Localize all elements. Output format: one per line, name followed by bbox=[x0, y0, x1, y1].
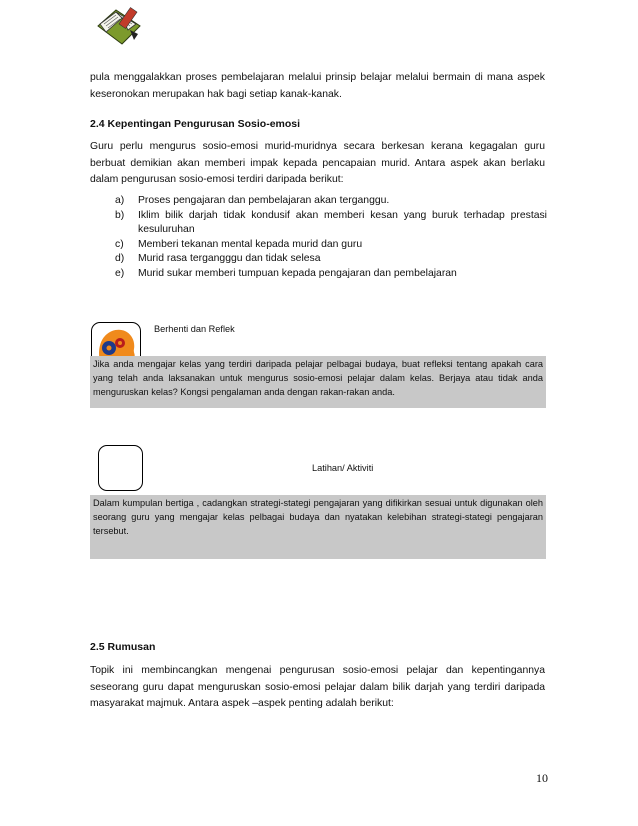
page-number: 10 bbox=[536, 771, 548, 785]
list-item bbox=[115, 209, 547, 238]
reflect-title: Berhenti dan Reflek bbox=[154, 324, 235, 334]
list-item-text: Murid sukar memberi tumpuan kepada pengajaran dan pembelajaran bbox=[138, 267, 457, 279]
list-marker: d) bbox=[115, 253, 125, 265]
consequence-list bbox=[115, 194, 547, 282]
list-marker: a) bbox=[115, 195, 125, 206]
list-item bbox=[115, 194, 547, 209]
list-marker: e) bbox=[115, 267, 125, 279]
section-paragraph: Topik ini membincangkan mengenai pengurusan sosio-emosi pelajar dan kepentingannya seseorang guru dapat menguruskan sosio-emosi pelajar dalam bilik darjah yang terdiri daripada masyarakat majmuk. Antara aspek –aspek penting adalah berikut: bbox=[90, 665, 545, 709]
list-marker: b) bbox=[115, 209, 125, 221]
activity-icon bbox=[98, 445, 143, 491]
list-marker: c) bbox=[115, 238, 124, 250]
intro-paragraph: pula menggalakkan proses pembelajaran melalui prinsip belajar melalui bermain di mana aspek keseronokan merupakan hak bagi setiap kanak-kanak. bbox=[90, 72, 545, 100]
reflect-text: Jika anda mengajar kelas yang terdiri daripada pelajar pelbagai budaya, buat refleksi tentang apakah cara yang telah anda laksanakan untuk mengurus sosio-emosi pelajar dalam kelas. Berjaya atau tidak anda menguruskan kelas? Kongsi pengalaman anda dengan rakan-rakan anda. bbox=[90, 356, 546, 408]
list-item-text: Murid rasa tergangggu dan tidak selesa bbox=[138, 253, 321, 265]
section-paragraph: Guru perlu mengurus sosio-emosi murid-muridnya secara berkesan kerana kegagalan guru berbuat demikian akan memberi impak kepada pencapaian murid. Antara aspek akan berlaku dalam pengurusan sosio-emosi terdiri daripada berikut: bbox=[90, 141, 545, 185]
activity-title: Latihan/ Aktiviti bbox=[312, 463, 374, 473]
list-item bbox=[115, 267, 547, 282]
section-heading: 2.5 Rumusan bbox=[90, 641, 156, 653]
list-item bbox=[115, 238, 547, 253]
list-item-text: Iklim bilik darjah tidak kondusif akan memberi kesan yang buruk terhadap prestasi kesuluruhan bbox=[138, 209, 547, 236]
book-icon bbox=[94, 4, 144, 46]
section-heading: 2.4 Kepentingan Pengurusan Sosio-emosi bbox=[90, 118, 301, 130]
list-item-text: Proses pengajaran dan pembelajaran akan terganggu. bbox=[138, 195, 390, 206]
list-item bbox=[115, 252, 547, 267]
activity-text: Dalam kumpulan bertiga , cadangkan strategi-stategi pengajaran yang difikirkan sesuai untuk digunakan oleh seorang guru yang mengajar kelas pelbagai budaya dan nyatakan kelebihan strategi-stategi pengajaran tersebut. bbox=[90, 495, 546, 559]
list-item-text: Memberi tekanan mental kepada murid dan guru bbox=[138, 238, 363, 250]
